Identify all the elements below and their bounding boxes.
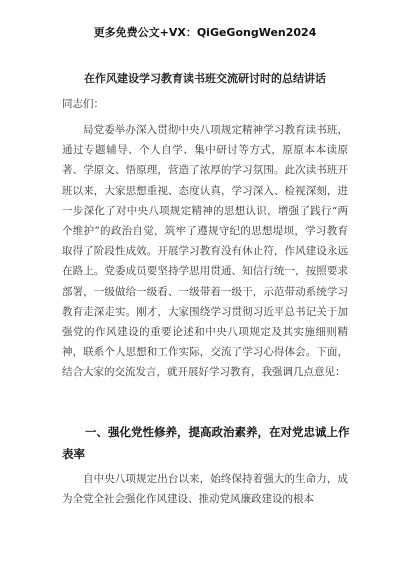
body-paragraph-after-heading: 自中央八项规定出台以来，始终保持着强大的生命力，成为全党全社会强化作风建设、推动党风廉政建设的根本 — [62, 473, 348, 506]
section-heading: 一、强化党性修养，提高政治素养，在对党忠诚上作表率 — [62, 425, 350, 461]
salutation: 同志们： — [62, 98, 104, 110]
document-title: 在作风建设学习教育读书班交流研讨时的总结讲话 — [84, 72, 326, 85]
watermark-header: 更多免费公文+VX：QiGeGongWen2024 — [93, 26, 317, 39]
body-paragraph: 局党委举办深入贯彻中央八项规定精神学习教育读书班，通过专题辅导、个人自学、集中研讨等方式，原原本本读原著、学原文、悟原理，营造了浓厚的学习氛围。此次读书班开班以来，大家思想重视、态度认真，学习深入、检视深刻，进一步深化了对中央八项规定精神的思想认识，增强了践行“两个维护”的政治自觉，筑牢了遵规守纪的思想堤坝，学习教育取得了阶段性成效。开展学习教育没有休止符，作风建设永远在路上。党委成员要坚持学思用贯通、知信行统一，按照要求部署，一级做给一级看、一级带着一级干，示范带动系统学习教育走深走实。刚才，大家围绕学习贯彻习近平总书记关于加强党的作风建设的重要论述和中央八项规定及其实施细则精神，联系个人思想和工作实际，交流了学习心得体会。下面，结合大家的交流发言，就开展好学习教育，我强调几点意见： — [62, 124, 348, 379]
